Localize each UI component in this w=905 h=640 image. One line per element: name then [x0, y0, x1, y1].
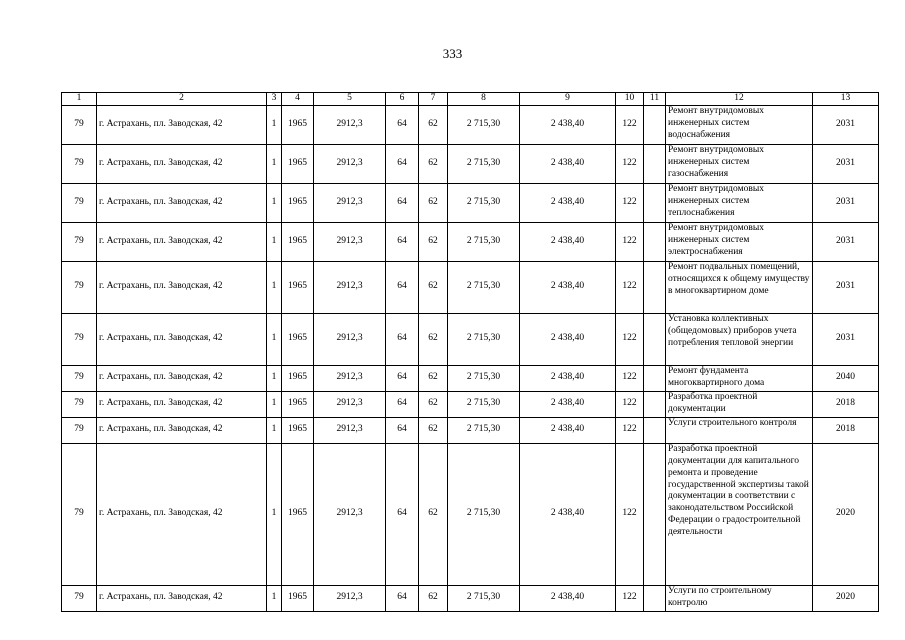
table-row [62, 365, 879, 391]
cell-planned-year: 2040 [813, 365, 879, 391]
cell-col3: 1 [267, 183, 282, 222]
cell-col10: 122 [616, 585, 644, 611]
page-number: 333 [442, 46, 463, 61]
cell-planned-year: 2031 [813, 313, 879, 365]
cell-year: 1965 [282, 365, 314, 391]
table-row [62, 391, 879, 417]
cell-address: г. Астрахань, пл. Заводская, 42 [97, 365, 267, 391]
cell-address: г. Астрахань, пл. Заводская, 42 [97, 183, 267, 222]
cell-area: 2912,3 [314, 105, 386, 144]
cell-record-number: 79 [62, 391, 97, 417]
cell-year: 1965 [282, 222, 314, 261]
cell-col6: 64 [386, 585, 419, 611]
cell-cost-total: 2 715,30 [448, 261, 520, 313]
column-header: 5 [314, 93, 386, 106]
cell-record-number: 79 [62, 144, 97, 183]
cell-cost-limit: 2 438,40 [520, 261, 616, 313]
cell-cost-total: 2 715,30 [448, 105, 520, 144]
cell-col3: 1 [267, 391, 282, 417]
table-row [62, 144, 879, 183]
cell-col10: 122 [616, 183, 644, 222]
cell-area: 2912,3 [314, 585, 386, 611]
cell-col6: 64 [386, 183, 419, 222]
cell-planned-year: 2018 [813, 417, 879, 443]
cell-cost-total: 2 715,30 [448, 443, 520, 585]
cell-record-number: 79 [62, 183, 97, 222]
cell-col11 [644, 391, 666, 417]
cell-col7: 62 [419, 585, 448, 611]
cell-col3: 1 [267, 585, 282, 611]
cell-col11 [644, 585, 666, 611]
cell-cost-total: 2 715,30 [448, 391, 520, 417]
cell-address: г. Астрахань, пл. Заводская, 42 [97, 105, 267, 144]
cell-col3: 1 [267, 365, 282, 391]
cell-area: 2912,3 [314, 313, 386, 365]
cell-year: 1965 [282, 144, 314, 183]
cell-col3: 1 [267, 261, 282, 313]
repair-register-table [61, 92, 879, 612]
cell-col11 [644, 261, 666, 313]
table-row [62, 417, 879, 443]
cell-area: 2912,3 [314, 391, 386, 417]
cell-cost-limit: 2 438,40 [520, 313, 616, 365]
column-header: 7 [419, 93, 448, 106]
column-header: 13 [813, 93, 879, 106]
cell-work-type: Ремонт внутридомовых инженерных систем водоснабжения [666, 105, 813, 144]
cell-col10: 122 [616, 365, 644, 391]
cell-work-type: Ремонт подвальных помещений, относящихся к общему имуществу в многоквартирном доме [666, 261, 813, 313]
cell-cost-limit: 2 438,40 [520, 105, 616, 144]
cell-work-type: Услуги по строительному контролю [666, 585, 813, 611]
cell-planned-year: 2031 [813, 105, 879, 144]
cell-col7: 62 [419, 144, 448, 183]
cell-record-number: 79 [62, 365, 97, 391]
cell-col3: 1 [267, 443, 282, 585]
cell-cost-limit: 2 438,40 [520, 585, 616, 611]
cell-cost-total: 2 715,30 [448, 585, 520, 611]
cell-col11 [644, 417, 666, 443]
cell-col10: 122 [616, 261, 644, 313]
cell-area: 2912,3 [314, 222, 386, 261]
cell-col3: 1 [267, 105, 282, 144]
cell-cost-limit: 2 438,40 [520, 391, 616, 417]
cell-planned-year: 2031 [813, 261, 879, 313]
cell-col7: 62 [419, 183, 448, 222]
table-row [62, 183, 879, 222]
cell-year: 1965 [282, 417, 314, 443]
cell-area: 2912,3 [314, 144, 386, 183]
cell-col6: 64 [386, 391, 419, 417]
table-row [62, 443, 879, 585]
cell-col3: 1 [267, 417, 282, 443]
table-row [62, 585, 879, 611]
cell-planned-year: 2031 [813, 144, 879, 183]
column-header: 11 [644, 93, 666, 106]
cell-work-type: Разработка проектной документации [666, 391, 813, 417]
cell-record-number: 79 [62, 585, 97, 611]
cell-col11 [644, 105, 666, 144]
cell-cost-limit: 2 438,40 [520, 222, 616, 261]
table-row [62, 105, 879, 144]
cell-area: 2912,3 [314, 443, 386, 585]
cell-col7: 62 [419, 222, 448, 261]
cell-cost-limit: 2 438,40 [520, 144, 616, 183]
column-header: 10 [616, 93, 644, 106]
cell-work-type: Услуги строительного контроля [666, 417, 813, 443]
cell-year: 1965 [282, 183, 314, 222]
cell-work-type: Ремонт фундамента многоквартирного дома [666, 365, 813, 391]
cell-planned-year: 2020 [813, 443, 879, 585]
column-header: 1 [62, 93, 97, 106]
cell-year: 1965 [282, 105, 314, 144]
column-header: 6 [386, 93, 419, 106]
column-header: 8 [448, 93, 520, 106]
cell-col10: 122 [616, 222, 644, 261]
cell-year: 1965 [282, 443, 314, 585]
cell-cost-limit: 2 438,40 [520, 443, 616, 585]
column-number-row [62, 93, 879, 106]
cell-work-type: Ремонт внутридомовых инженерных систем газоснабжения [666, 144, 813, 183]
cell-year: 1965 [282, 313, 314, 365]
cell-col7: 62 [419, 365, 448, 391]
cell-col10: 122 [616, 443, 644, 585]
cell-address: г. Астрахань, пл. Заводская, 42 [97, 313, 267, 365]
cell-cost-total: 2 715,30 [448, 417, 520, 443]
cell-col10: 122 [616, 417, 644, 443]
cell-col11 [644, 222, 666, 261]
cell-address: г. Астрахань, пл. Заводская, 42 [97, 443, 267, 585]
cell-cost-total: 2 715,30 [448, 222, 520, 261]
cell-record-number: 79 [62, 443, 97, 585]
cell-record-number: 79 [62, 261, 97, 313]
cell-col10: 122 [616, 313, 644, 365]
cell-col11 [644, 183, 666, 222]
cell-col6: 64 [386, 313, 419, 365]
cell-col10: 122 [616, 144, 644, 183]
cell-cost-total: 2 715,30 [448, 144, 520, 183]
cell-cost-limit: 2 438,40 [520, 183, 616, 222]
column-header: 4 [282, 93, 314, 106]
cell-address: г. Астрахань, пл. Заводская, 42 [97, 391, 267, 417]
cell-record-number: 79 [62, 417, 97, 443]
cell-planned-year: 2018 [813, 391, 879, 417]
cell-cost-limit: 2 438,40 [520, 365, 616, 391]
cell-col7: 62 [419, 313, 448, 365]
cell-area: 2912,3 [314, 417, 386, 443]
cell-planned-year: 2031 [813, 222, 879, 261]
cell-area: 2912,3 [314, 261, 386, 313]
cell-col7: 62 [419, 105, 448, 144]
cell-cost-total: 2 715,30 [448, 183, 520, 222]
cell-planned-year: 2031 [813, 183, 879, 222]
cell-col7: 62 [419, 261, 448, 313]
cell-col10: 122 [616, 391, 644, 417]
cell-cost-total: 2 715,30 [448, 365, 520, 391]
table-row [62, 313, 879, 365]
column-header: 2 [97, 93, 267, 106]
cell-year: 1965 [282, 585, 314, 611]
cell-address: г. Астрахань, пл. Заводская, 42 [97, 222, 267, 261]
table-row [62, 261, 879, 313]
column-header: 9 [520, 93, 616, 106]
cell-col6: 64 [386, 443, 419, 585]
cell-col6: 64 [386, 144, 419, 183]
cell-record-number: 79 [62, 313, 97, 365]
cell-col6: 64 [386, 417, 419, 443]
cell-work-type: Ремонт внутридомовых инженерных систем электроснабжения [666, 222, 813, 261]
cell-col6: 64 [386, 261, 419, 313]
cell-col7: 62 [419, 391, 448, 417]
cell-col6: 64 [386, 222, 419, 261]
cell-year: 1965 [282, 261, 314, 313]
cell-area: 2912,3 [314, 365, 386, 391]
cell-record-number: 79 [62, 222, 97, 261]
cell-address: г. Астрахань, пл. Заводская, 42 [97, 585, 267, 611]
cell-col7: 62 [419, 417, 448, 443]
cell-planned-year: 2020 [813, 585, 879, 611]
cell-area: 2912,3 [314, 183, 386, 222]
cell-work-type: Установка коллективных (общедомовых) приборов учета потребления тепловой энергии [666, 313, 813, 365]
cell-cost-total: 2 715,30 [448, 313, 520, 365]
cell-col6: 64 [386, 365, 419, 391]
cell-address: г. Астрахань, пл. Заводская, 42 [97, 417, 267, 443]
cell-col11 [644, 144, 666, 183]
column-header: 3 [267, 93, 282, 106]
cell-col3: 1 [267, 144, 282, 183]
cell-col3: 1 [267, 313, 282, 365]
cell-work-type: Ремонт внутридомовых инженерных систем теплоснабжения [666, 183, 813, 222]
cell-address: г. Астрахань, пл. Заводская, 42 [97, 144, 267, 183]
cell-col6: 64 [386, 105, 419, 144]
cell-col3: 1 [267, 222, 282, 261]
cell-col10: 122 [616, 105, 644, 144]
cell-cost-limit: 2 438,40 [520, 417, 616, 443]
cell-col11 [644, 365, 666, 391]
cell-col11 [644, 313, 666, 365]
cell-col11 [644, 443, 666, 585]
cell-year: 1965 [282, 391, 314, 417]
cell-address: г. Астрахань, пл. Заводская, 42 [97, 261, 267, 313]
table-row [62, 222, 879, 261]
cell-col7: 62 [419, 443, 448, 585]
cell-record-number: 79 [62, 105, 97, 144]
column-header: 12 [666, 93, 813, 106]
cell-work-type: Разработка проектной документации для капитального ремонта и проведение государственной экспертизы такой документации в соответствии с законодательством Российской Федерации о градостроительной деятельности [666, 443, 813, 585]
